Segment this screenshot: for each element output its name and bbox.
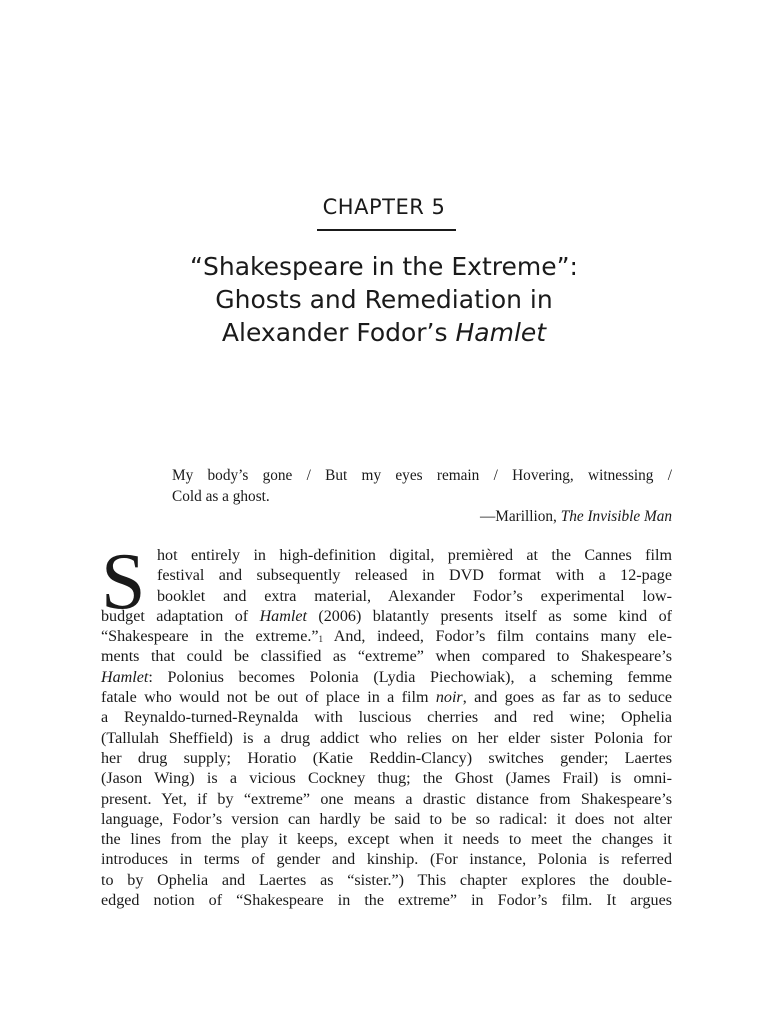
body-text-run: (2006) blatantly presents itself as some kind of	[306, 607, 673, 625]
chapter-title-line-3	[0, 316, 768, 349]
drop-cap: S	[101, 538, 146, 626]
body-text-run: And, indeed, Fodor’s film contains many ele-	[323, 628, 672, 646]
chapter-rule	[317, 229, 456, 231]
body-line: (Tallulah Sheffield) is a drug addict who relies on her elder sister Polonia for	[101, 729, 672, 747]
chapter-title-line-3-text: Alexander Fodor’s	[221, 318, 456, 347]
body-line: her drug supply; Horatio (Katie Reddin-Clancy) switches gender; Laertes	[101, 749, 672, 767]
body-line: hot entirely in high-definition digital, premièred at the Cannes film	[157, 547, 672, 564]
epigraph	[172, 466, 672, 528]
body-line: present. Yet, if by “extreme” one means a drastic distance from Shakespeare’s	[101, 790, 672, 808]
body-text-run: : Polonius becomes Polonia (Lydia Piechowiak), a scheming femme	[148, 668, 672, 686]
body-paragraph	[101, 546, 672, 911]
body-line: edged notion of “Shakespeare in the extreme” in Fodor’s film. It argues	[101, 892, 672, 910]
epigraph-line-2: Cold as a ghost.	[172, 487, 270, 505]
chapter-title-italic: Hamlet	[455, 318, 547, 347]
body-text-run: fatale who would not be out of place in a film	[101, 689, 436, 707]
body-line: festival and subsequently released in DVD format with a 12-page	[157, 567, 672, 585]
epigraph-attribution-prefix: —Marillion,	[479, 508, 561, 525]
body-line: a Reynaldo-turned-Reynalda with luscious cherries and red wine; Ophelia	[101, 709, 672, 727]
footnote-marker: 1	[318, 634, 324, 645]
chapter-title-line-2: Ghosts and Remediation in	[215, 285, 553, 314]
body-line: introduces in terms of gender and kinship. (For instance, Polonia is referred	[101, 851, 672, 869]
body-italic-run: Hamlet	[259, 607, 307, 625]
chapter-number: CHAPTER 5	[322, 195, 446, 219]
epigraph-attribution-work: The Invisible Man	[560, 508, 672, 525]
body-line: ments that could be classified as “extreme” when compared to Shakespeare’s	[101, 648, 672, 666]
body-italic-run: Hamlet	[101, 668, 149, 686]
body-line: the lines from the play it keeps, except when it needs to meet the changes it	[101, 831, 672, 849]
chapter-title	[0, 250, 768, 349]
body-text-run: , and goes as far as to seduce	[462, 689, 672, 707]
body-line	[101, 668, 672, 688]
epigraph-line-1: My body’s gone / But my eyes remain / Hovering, witnessing /	[172, 467, 672, 484]
body-text-run: budget adaptation of	[101, 607, 260, 625]
body-line: booklet and extra material, Alexander Fodor’s experimental low-	[157, 587, 672, 605]
body-line	[101, 688, 672, 708]
epigraph-attribution	[172, 507, 672, 528]
body-line: to by Ophelia and Laertes as “sister.”) This chapter explores the double-	[101, 871, 672, 889]
body-line: (Jason Wing) is a vicious Cockney thug; the Ghost (James Frail) is omni-	[101, 770, 672, 788]
body-italic-run: noir	[435, 689, 463, 707]
body-line: language, Fodor’s version can hardly be said to be so radical: it does not alter	[101, 810, 672, 828]
chapter-title-line-1: “Shakespeare in the Extreme”:	[190, 252, 578, 281]
body-text-run: “Shakespeare in the extreme.”	[101, 628, 319, 646]
body-line	[101, 607, 672, 627]
body-line	[101, 627, 672, 647]
